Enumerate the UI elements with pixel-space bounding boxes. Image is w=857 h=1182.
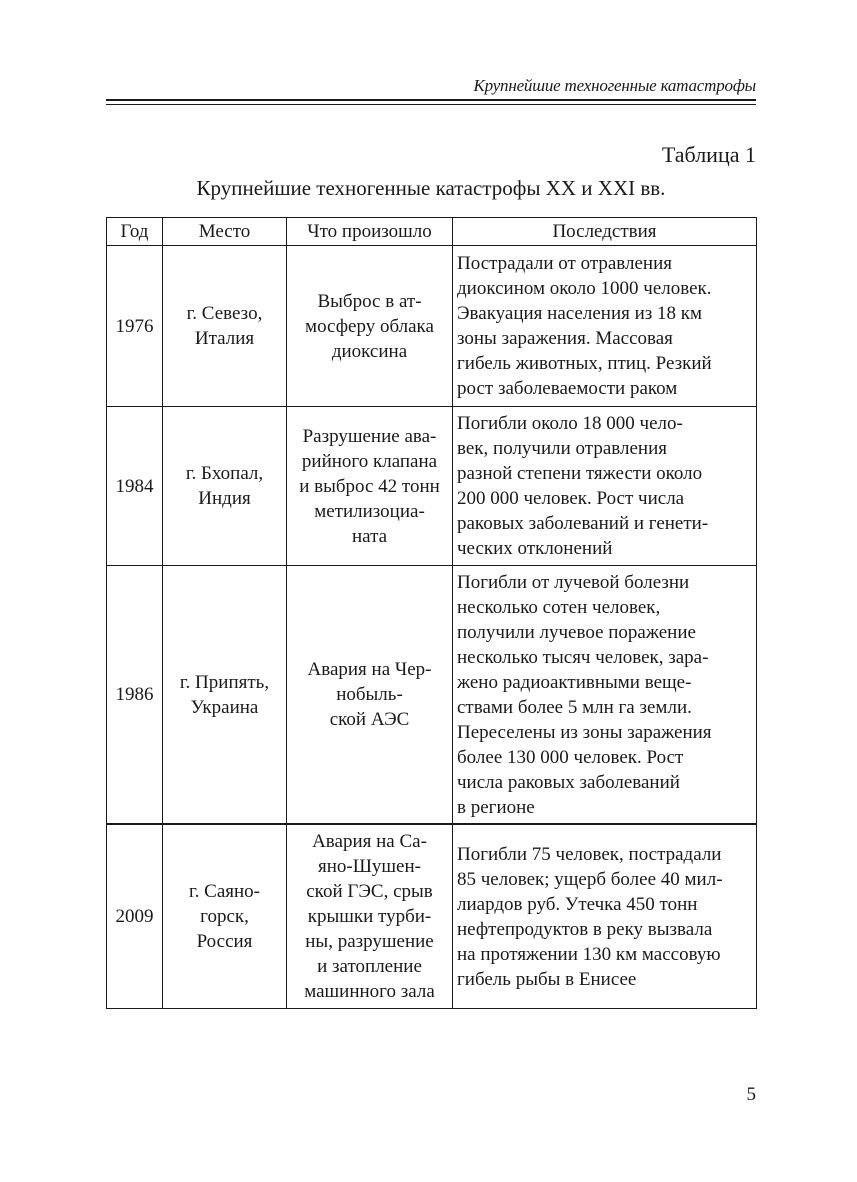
column-header-consequences: Последствия [453, 218, 757, 246]
page-number: 5 [746, 1084, 756, 1105]
table-row [107, 407, 757, 566]
column-header-what: Что произошло [287, 218, 453, 246]
column-header-year: Год [107, 218, 163, 246]
cell-place [163, 407, 287, 566]
cell-year [107, 246, 163, 407]
cell-consequences [453, 566, 757, 825]
running-header: Крупнейшие техногенные катастрофы [473, 76, 756, 95]
cell-place [163, 824, 287, 1009]
cell-year-text: 1976 [115, 315, 154, 337]
cell-place [163, 566, 287, 825]
cell-year-text: 1984 [115, 475, 154, 497]
cell-what [287, 246, 453, 407]
cell-consequences-text: Погибли от лучевой болезни несколько сотен человек, получили лучевое поражение несколько тысяч человек, зара- жено радиоактивными веще- ствами более 5 млн га земли. Переселены из зоны заражения более 130 000 человек. Рост числа раковых заболеваний в регионе [457, 571, 712, 818]
cell-year [107, 566, 163, 825]
table-title: Крупнейшие техногенные катастрофы XX и XXI вв. [196, 176, 666, 200]
cell-place [163, 246, 287, 407]
cell-what [287, 407, 453, 566]
cell-year [107, 824, 163, 1009]
cell-what-text: Разрушение ава- рийного клапана и выброс 42 тонн метилизоциа- ната [299, 425, 440, 547]
cell-year [107, 407, 163, 566]
table-header-row [107, 218, 757, 246]
cell-consequences-text: Пострадали от отравления диоксином около 1000 человек. Эвакуация населения из 18 км зоны заражения. Массовая гибель животных, птиц. Резкий рост заболеваемости раком [457, 253, 712, 399]
header-rule-thick [106, 99, 756, 101]
table-row [107, 246, 757, 407]
cell-consequences [453, 407, 757, 566]
cell-place-text: г. Бхопал, Индия [185, 463, 264, 509]
cell-consequences [453, 246, 757, 407]
column-header-place: Место [163, 218, 287, 246]
cell-what-text: Выброс в ат- мосферу облака диоксина [305, 290, 434, 362]
cell-year-text: 1986 [115, 684, 154, 705]
cell-consequences-text: Погибли около 18 000 чело- век, получили отравления разной степени тяжести около 200 000 человек. Рост числа раковых заболеваний и генети- ческих отклонений [457, 413, 709, 559]
header-rule-thin [106, 104, 756, 105]
cell-what-text: Авария на Чер- нобыль- ской АЭС [307, 659, 432, 730]
catastrophes-table [106, 217, 757, 1009]
cell-place-text: г. Саяно- горск, Россия [189, 881, 260, 952]
cell-what [287, 824, 453, 1009]
cell-what [287, 566, 453, 825]
cell-place-text: г. Севезо, Италия [186, 303, 263, 349]
cell-consequences [453, 824, 757, 1009]
table-row [107, 566, 757, 825]
table-number: Таблица 1 [661, 142, 756, 167]
cell-place-text: г. Припять, Украина [179, 671, 270, 718]
cell-consequences-text: Погибли 75 человек, пострадали 85 человек; ущерб более 40 мил- лиардов руб. Утечка 450 тонн нефтепродуктов в реку вызвала на протяжении 130 км массовую гибель рыбы в Енисее [457, 843, 723, 990]
cell-what-text: Авария на Са- яно-Шушен- ской ГЭС, срыв крышки турби- ны, разрушение и затопление машинного зала [304, 831, 435, 1002]
cell-year-text: 2009 [115, 906, 154, 927]
table-row [107, 824, 757, 1009]
